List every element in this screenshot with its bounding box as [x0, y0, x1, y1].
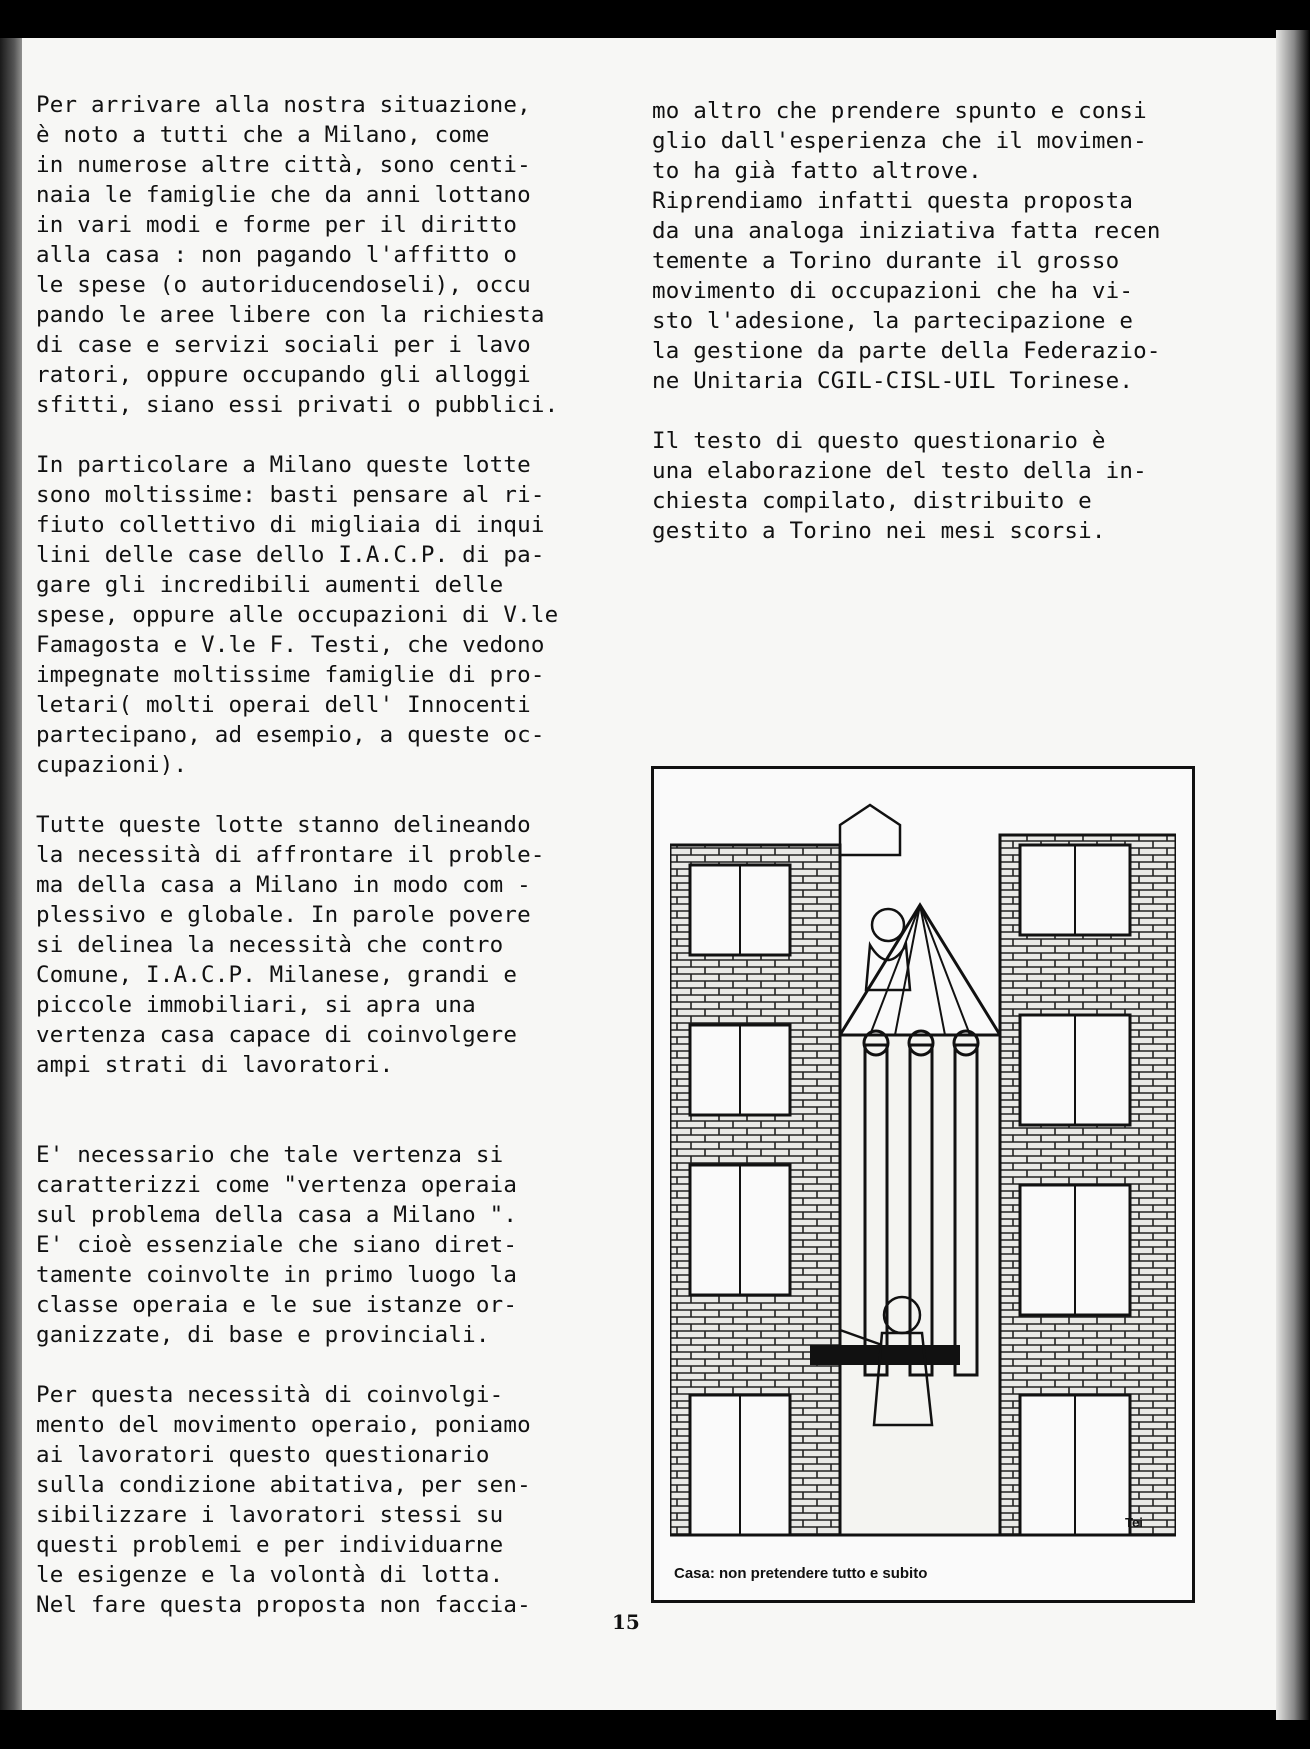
- page-number: 15: [612, 1610, 640, 1634]
- cartoon-drawing: [670, 785, 1176, 1565]
- artist-signature: Tei: [1125, 1515, 1143, 1530]
- right-text-column: mo altro che prendere spunto e consi glio dall'esperienza che il movimen- to ha già fatto altrove. Riprendiamo infatti questa proposta da una analoga iniziativa fatta recen temente a Torino durante il grosso movimento di occupazioni che ha vi- sto l'adesione, la partecipazione e la gestione da parte della Federazio- ne Unitaria CGIL-CISL-UIL Torinese. Il testo di questo questionario è una elaborazione del testo della in- chiesta compilato, distribuito e gestito a Torino nei mesi scorsi.: [652, 98, 1161, 544]
- left-text-column: Per arrivare alla nostra situazione, è noto a tutti che a Milano, come in numerose altre città, sono centi- naia le famiglie che da anni lottano in vari modi e forme per il diritto alla casa : non pagando l'affitto o le spese (o autoriducendoseli), occu pando le aree libere con la richiesta di case e servizi sociali per i lavo ratori, oppure occupando gli alloggi sfitti, siano essi privati o pubblici. In particolare a Milano queste lotte sono moltissime: basti pensare al ri- fiuto collettivo di migliaia di inqui lini delle case dello I.A.C.P. di pa- gare gli incredibili aumenti delle spese, oppure alle occupazioni di V.le Famagosta e V.le F. Testi, che vedono impegnate moltissime famiglie di pro- letari( molti operai dell' Innocenti partecipano, ad esempio, a queste oc- cupazioni). Tutte queste lotte stanno delineando la necessità di affrontare il proble- ma della casa a Milano in modo com - plessivo e globale. In parole povere si delinea la necessità che contro Comune, I.A.C.P. Milanese, grandi e piccole immobiliari, si apra una vertenza casa capace di coinvolgere ampi strati di lavoratori. E' necessario che tale vertenza si caratterizzi come "vertenza operaia sul problema della casa a Milano ". E' cioè essenziale che siano diret- tamente coinvolte in primo luogo la classe operaia e le sue istanze or- ganizzate, di base e provinciali. Per questa necessità di coinvolgi- mento del movimento operaio, poniamo ai lavoratori questo questionario sulla condizione abitativa, per sen- sibilizzare i lavoratori stessi su questi problemi e per individuarne le esigenze e la volontà di lotta. Nel fare questa proposta non faccia-: [36, 92, 559, 1618]
- cartoon-illustration: [651, 766, 1195, 1603]
- figure-caption: Casa: non pretendere tutto e subito: [674, 1565, 928, 1582]
- page-edge: [1276, 30, 1310, 1720]
